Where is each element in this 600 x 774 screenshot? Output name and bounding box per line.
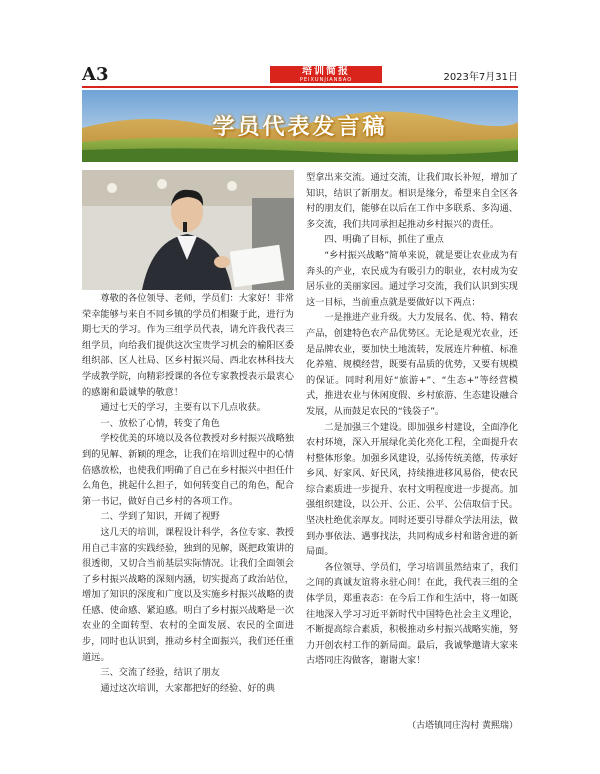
paragraph-greeting: 尊敬的各位领导、老师，学员们：大家好！非常荣幸能够与来自不同乡镇的学员们相聚于此，进行为期七天的学习。作为三组学员代表，请允许我代表三组学员，向给我们提供这次宝贵学习机会的榆阳区委组织部、区人社局、区乡村振兴局、西北农林科技大学成教学院，向精彩授课的各位专家教授表示最衷心的感谢和最诚挚的敬意！ — [82, 293, 294, 398]
paragraph-section-3-start: 通过这次培训，大家都把好的经验、好的典 — [100, 682, 275, 694]
paragraph-closing: 各位领导、学员们，学习培训虽然结束了，我们之间的真诚友谊将永驻心间！在此，我代表三组的全体学员，郑重表态：在今后工作和生活中，将一如既往地深入学习习近平新时代中国特色社会主义理论，不断提高综合素质，积极推动乡村振兴战略实施，努力开创农村工作的新局面。最后，我诚挚邀请大家来古塔同庄沟做客，谢谢大家！ — [306, 561, 518, 667]
article-right-column — [306, 170, 518, 669]
masthead-subtitle: PEIXUNJIANBAO — [299, 77, 353, 83]
paragraph-section-1: 学校优美的环境以及各位教授对乡村振兴战略独到的见解、新颖的理念，让我们在培训过程中的心情倍感放松，也使我们明确了自己在乡村振兴中担任什么角色，挑起什么担子，如何转变自己的角色，配合第一书记，做好自己乡村的各项工作。 — [82, 433, 294, 507]
section-heading-1: 一、放松了心情，转变了角色 — [100, 417, 220, 429]
section-heading-2: 二、学到了知识，开阔了视野 — [100, 511, 220, 523]
header-rule — [82, 86, 518, 88]
paragraph-intro: 通过七天的学习，主要有以下几点收获。 — [100, 402, 266, 414]
issue-date: 2023年7月31日 — [443, 72, 518, 83]
title-banner — [82, 90, 518, 162]
section-heading-3: 三、交流了经验，结识了朋友 — [100, 667, 220, 679]
page-header — [82, 66, 518, 86]
speaker-photo — [82, 170, 294, 290]
banner-title: 学员代表发言稿 — [212, 114, 388, 140]
author-byline: （古塔镇同庄沟村 黄熙瑞） — [407, 721, 518, 731]
page-number: A3 — [82, 64, 109, 85]
paragraph-section-4: “乡村振兴战略”简单来说，就是要让农业成为有奔头的产业，农民成为有吸引力的职业，农村成为安居乐业的美丽家园。通过学习交流，我们认识到实现这一目标，当前重点就是要做好以下两点： — [306, 249, 518, 308]
masthead-title: 培训简报 — [302, 66, 350, 77]
masthead-logo — [270, 66, 382, 83]
paragraph-section-3-end: 型拿出来交流。通过交流，让我们取长补短，增加了知识，结识了新朋友。相识是缘分，希望来自全区各村的朋友们，能够在以后在工作中多联系、多沟通、多交流，我们共同承担起推动乡村振兴的责任。 — [306, 172, 518, 230]
section-heading-4: 四、明确了目标，抓住了重点 — [324, 234, 444, 246]
paragraph-section-2: 这几天的培训，课程设计科学，各位专家、教授用自己丰富的实践经验，独到的见解，既把政策讲的很透彻，又切合当前基层实际情况。让我们全面领会了乡村振兴战略的深刻内涵，切实提高了政治站位，增加了知识的深度和广度以及实施乡村振兴战略的责任感、使命感、紧迫感。明白了乡村振兴战略是一次农业的全面转型、农村的全面发展、农民的全面进步，同时也认识到，推动乡村全面振兴，我们还任重道远。 — [82, 526, 294, 663]
paragraph-industry-upgrade: 一是推进产业升级。大力发展名、优、特、精农产品，创建特色农产品优势区。无论是观光农业，还是品牌农业，要加快土地流转，发展连片种植、标准化养殖、规模经营，既要有品质的优势，又要有规模的保证。同时利用好“旅游+”、“生态+”等经营模式，推进农业与休闲度假、乡村旅游、生态建设融合发展，从而鼓足农民的“钱袋子”。 — [306, 312, 518, 417]
article-left-column — [82, 291, 294, 696]
paragraph-three-constructions: 二是加强三个建设。即加强乡村建设，全面净化农村环境，深入开展绿化美化亮化工程，全面提升农村整体形象。加强乡风建设，弘扬传统美德，传承好乡风、好家风、好民风，持续推进移风易俗，使农民综合素质进一步提升、农村文明程度进一步提高。加强组织建设，以公开、公正、公平、公信取信于民。坚决杜绝优亲厚友。同时还要引导群众学法用法，做到办事依法、遇事找法，共同构成乡村和谐舍进的新局面。 — [306, 421, 518, 558]
